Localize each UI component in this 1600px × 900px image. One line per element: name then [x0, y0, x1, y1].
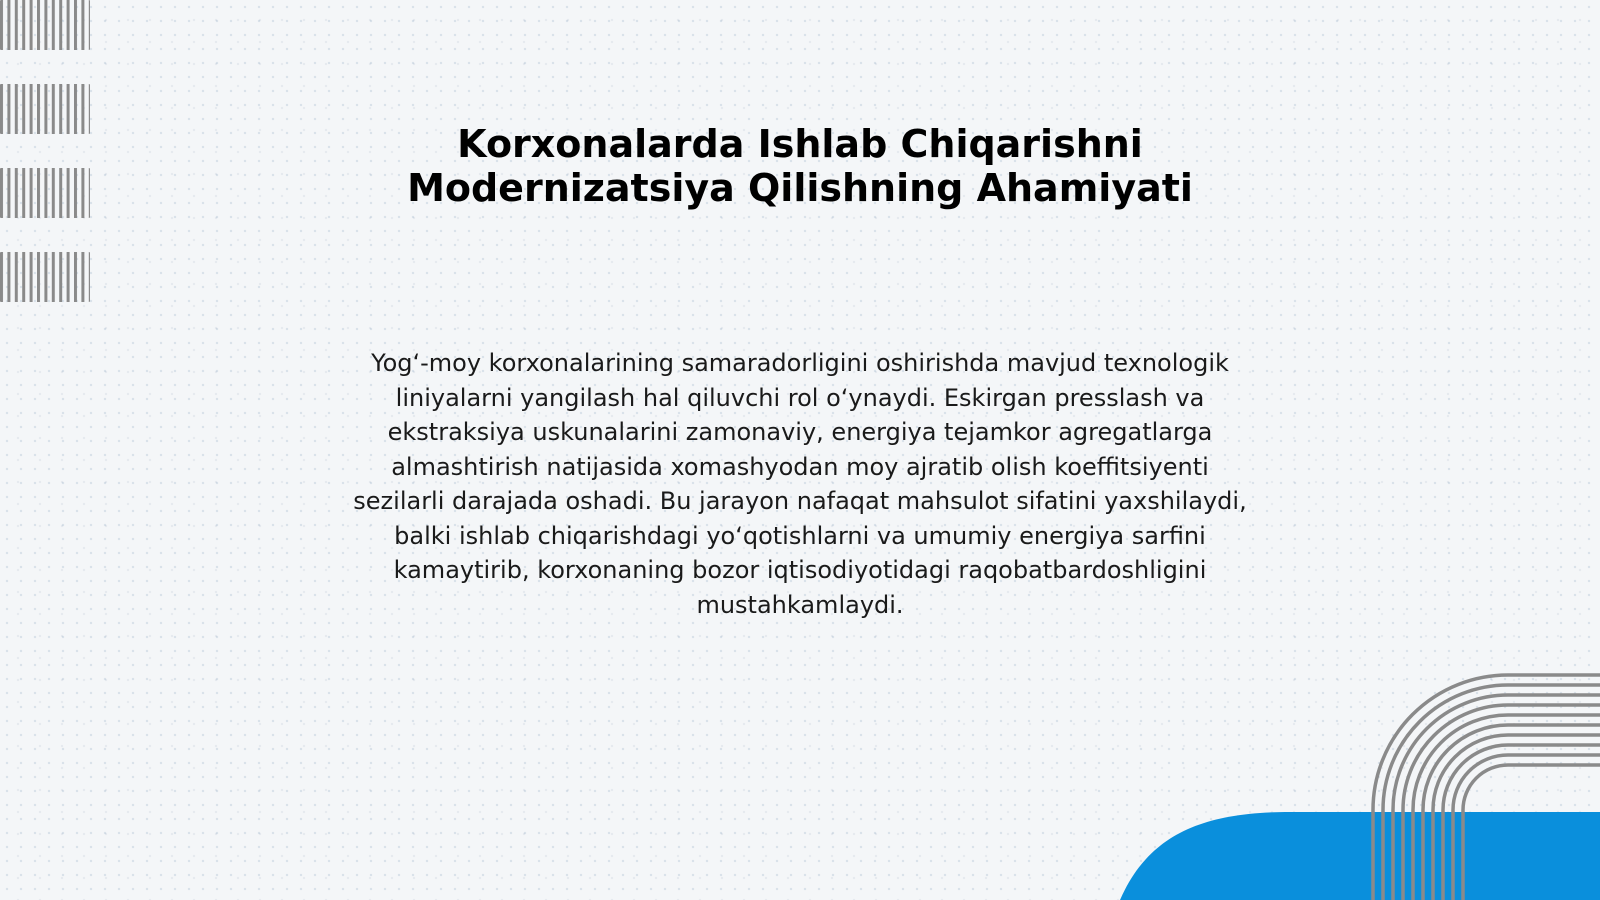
vertical-stripes-icon: [0, 0, 92, 305]
concentric-arcs-icon: [1370, 670, 1600, 900]
slide-title: Korxonalarda Ishlab Chiqarishni Modernizatsiya Qilishning Ahamiyati: [407, 122, 1193, 210]
slide-body-text: Yog‘-moy korxonalarining samaradorligini oshirishda mavjud texnologik liniyalarni yangilash hal qiluvchi rol o‘ynaydi. Eskirgan presslash va ekstraksiya uskunalarini zamonaviy, energiya tejamkor agregatlarga almashtirish natijasida xomashyodan moy ajratib olish koeffitsiyenti sezilarli darajada oshadi. Bu jarayon nafaqat mahsulot sifatini yaxshilaydi, balki ishlab chiqarishdagi yo‘qotishlarni va umumiy energiya sarfini kamaytirib, korxonaning bozor iqtisodiyotidagi raqobatbardoshligini mustahkamlaydi.: [353, 349, 1247, 619]
